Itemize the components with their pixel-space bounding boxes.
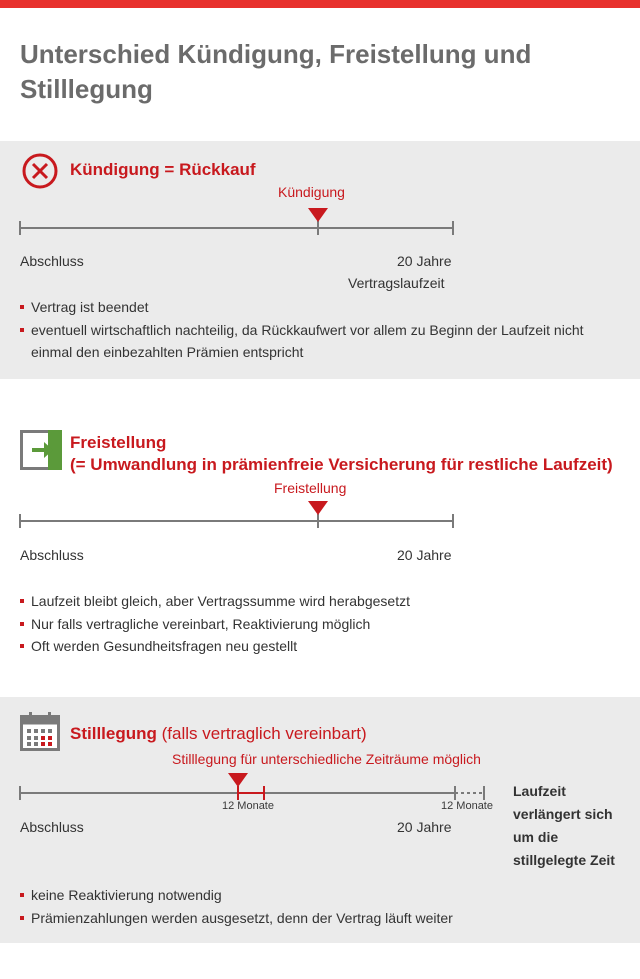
bullet-item: Prämienzahlungen werden ausgesetzt, denn der Vertrag läuft weiter (20, 907, 620, 930)
section-title: Kündigung = Rückkauf (70, 160, 256, 179)
bullet-item: Laufzeit bleibt gleich, aber Vertragssumme wird herabgesetzt (20, 590, 620, 613)
timeline-start-label: Abschluss (20, 547, 84, 563)
bullet-list (20, 884, 620, 929)
bullet-list (20, 590, 620, 658)
bullet-item: Oft werden Gesundheitsfragen neu gestellt (20, 635, 620, 658)
marker-triangle (228, 773, 248, 787)
timeline-end-label: 20 Jahre (397, 547, 452, 563)
marker-label: Freistellung (274, 480, 347, 496)
pause-label: 12 Monate (222, 800, 274, 812)
extension-label: 12 Monate (441, 800, 493, 812)
marker-triangle (308, 501, 328, 515)
section-freistellung (0, 415, 640, 675)
bullet-item: keine Reaktivierung notwendig (20, 884, 620, 907)
bullet-item: Vertrag ist beendet (20, 296, 620, 319)
section-kuendigung (0, 141, 640, 379)
timeline-end-label: 20 Jahre (397, 253, 452, 269)
bullet-item: Nur falls vertragliche vereinbart, Reaktivierung möglich (20, 613, 620, 636)
bullet-item: eventuell wirtschaftlich nachteilig, da Rückkaufwert vor allem zu Beginn der Laufzeit nicht einmal den einbezahlten Prämien entspricht (20, 319, 620, 364)
section-title-main: Stilllegung (70, 724, 157, 743)
marker-triangle (308, 208, 328, 222)
marker-label: Stilllegung für unterschiedliche Zeiträume möglich (172, 751, 481, 767)
timeline-end-sublabel: Vertragslaufzeit (348, 275, 445, 291)
section-title-suffix: (falls vertraglich vereinbart) (161, 724, 367, 743)
timeline-start-label: Abschluss (20, 253, 84, 269)
timeline-start-label: Abschluss (20, 819, 84, 835)
section-subtitle: (= Umwandlung in prämienfreie Versicherung für restliche Laufzeit) (70, 455, 613, 474)
top-accent-bar (0, 0, 640, 8)
marker-label: Kündigung (278, 184, 345, 200)
timeline-end-label: 20 Jahre (397, 819, 452, 835)
side-note: Laufzeit verlängert sich um die stillgelegte Zeit (513, 783, 615, 868)
bullet-list (20, 296, 620, 364)
section-title: Freistellung (70, 433, 167, 452)
page-title: Unterschied Kündigung, Freistellung und Stilllegung (20, 39, 532, 104)
